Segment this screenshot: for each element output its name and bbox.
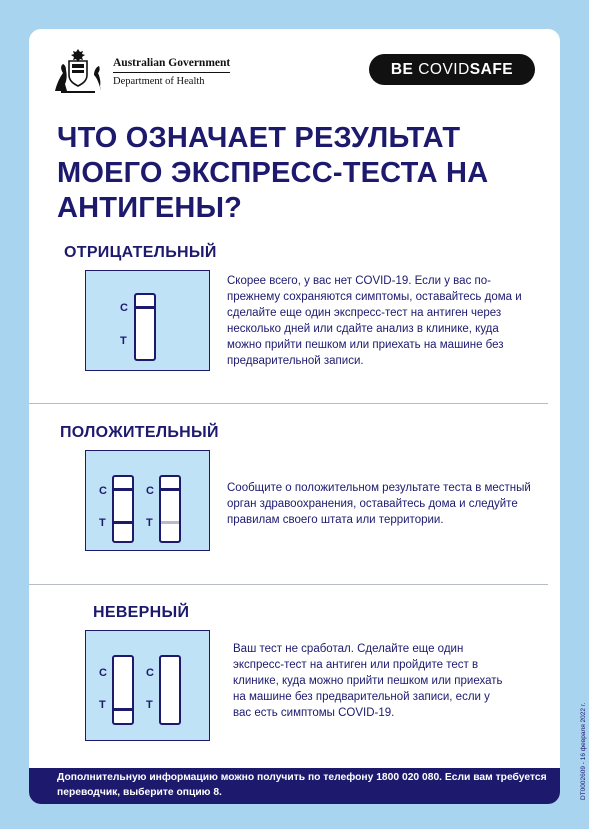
negative-label: ОТРИЦАТЕЛЬНЫЙ [64,244,217,261]
government-name: Australian Government [113,57,230,73]
badge-part-be: BE [390,61,419,78]
faint-test-line [161,521,179,524]
invalid-label: НЕВЕРНЫЙ [93,604,190,621]
negative-test-illustration [85,270,210,371]
control-letter: C [146,667,154,679]
coat-of-arms-icon [49,45,107,95]
department-name: Department of Health [113,76,205,87]
section-divider [29,403,548,404]
control-line [114,488,132,491]
document-code-text: DT0002609 - 16 февраля 2022 г. [580,702,587,800]
test-cassette [134,293,156,361]
test-letter: T [99,517,106,529]
badge-part-safe: SAFE [469,61,514,78]
page-title: ЧТО ОЗНАЧАЕТ РЕЗУЛЬТАТ МОЕГО ЭКСПРЕСС-ТЕСТА НА АНТИГЕНЫ? [57,122,489,224]
test-letter: T [99,699,106,711]
control-letter: C [120,302,128,314]
test-cassette [112,475,134,543]
invalid-description: Ваш тест не сработал. Сделайте еще один экспресс-тест на антиген или пройдите тест в клинике, куда можно прийти пешком или приехать на машине без предварительной записи, если у вас есть симптомы COVID-19. [233,643,503,719]
footer-bar [29,768,560,804]
badge-part-covid: COVID [418,61,470,78]
footer-text: Дополнительную информацию можно получить по телефону 1800 020 080. Если вам требуется переводчик, выберите опцию 8. [57,772,547,798]
test-cassette [159,655,181,725]
negative-description: Скорее всего, у вас нет COVID-19. Если у вас по-прежнему сохраняются симптомы, оставайтесь дома и сделайте еще один экспресс-тест на антиген через несколько дней или сдайте анализ в клинике, куда можно прийти пешком или приехать на машине без предварительной записи. [227,275,522,367]
control-line [161,488,179,491]
test-letter: T [146,699,153,711]
positive-test-illustration [85,450,210,551]
test-line [114,708,132,711]
control-line [136,306,154,309]
document-code [572,700,587,800]
control-letter: C [99,667,107,679]
positive-description: Сообщите о положительном результате теста в местный орган здравоохранения, оставайтесь дома и следуйте правилам своего штата или территории. [227,482,531,526]
positive-label: ПОЛОЖИТЕЛЬНЫЙ [60,424,219,441]
control-letter: C [146,485,154,497]
test-letter: T [120,335,127,347]
be-covidsafe-badge [369,54,535,85]
test-cassette [112,655,134,725]
government-wordmark [113,57,230,87]
section-divider [29,584,548,585]
info-card [29,29,560,804]
australian-government-logo [49,45,239,95]
control-letter: C [99,485,107,497]
test-line [114,521,132,524]
test-cassette [159,475,181,543]
test-letter: T [146,517,153,529]
invalid-test-illustration [85,630,210,741]
